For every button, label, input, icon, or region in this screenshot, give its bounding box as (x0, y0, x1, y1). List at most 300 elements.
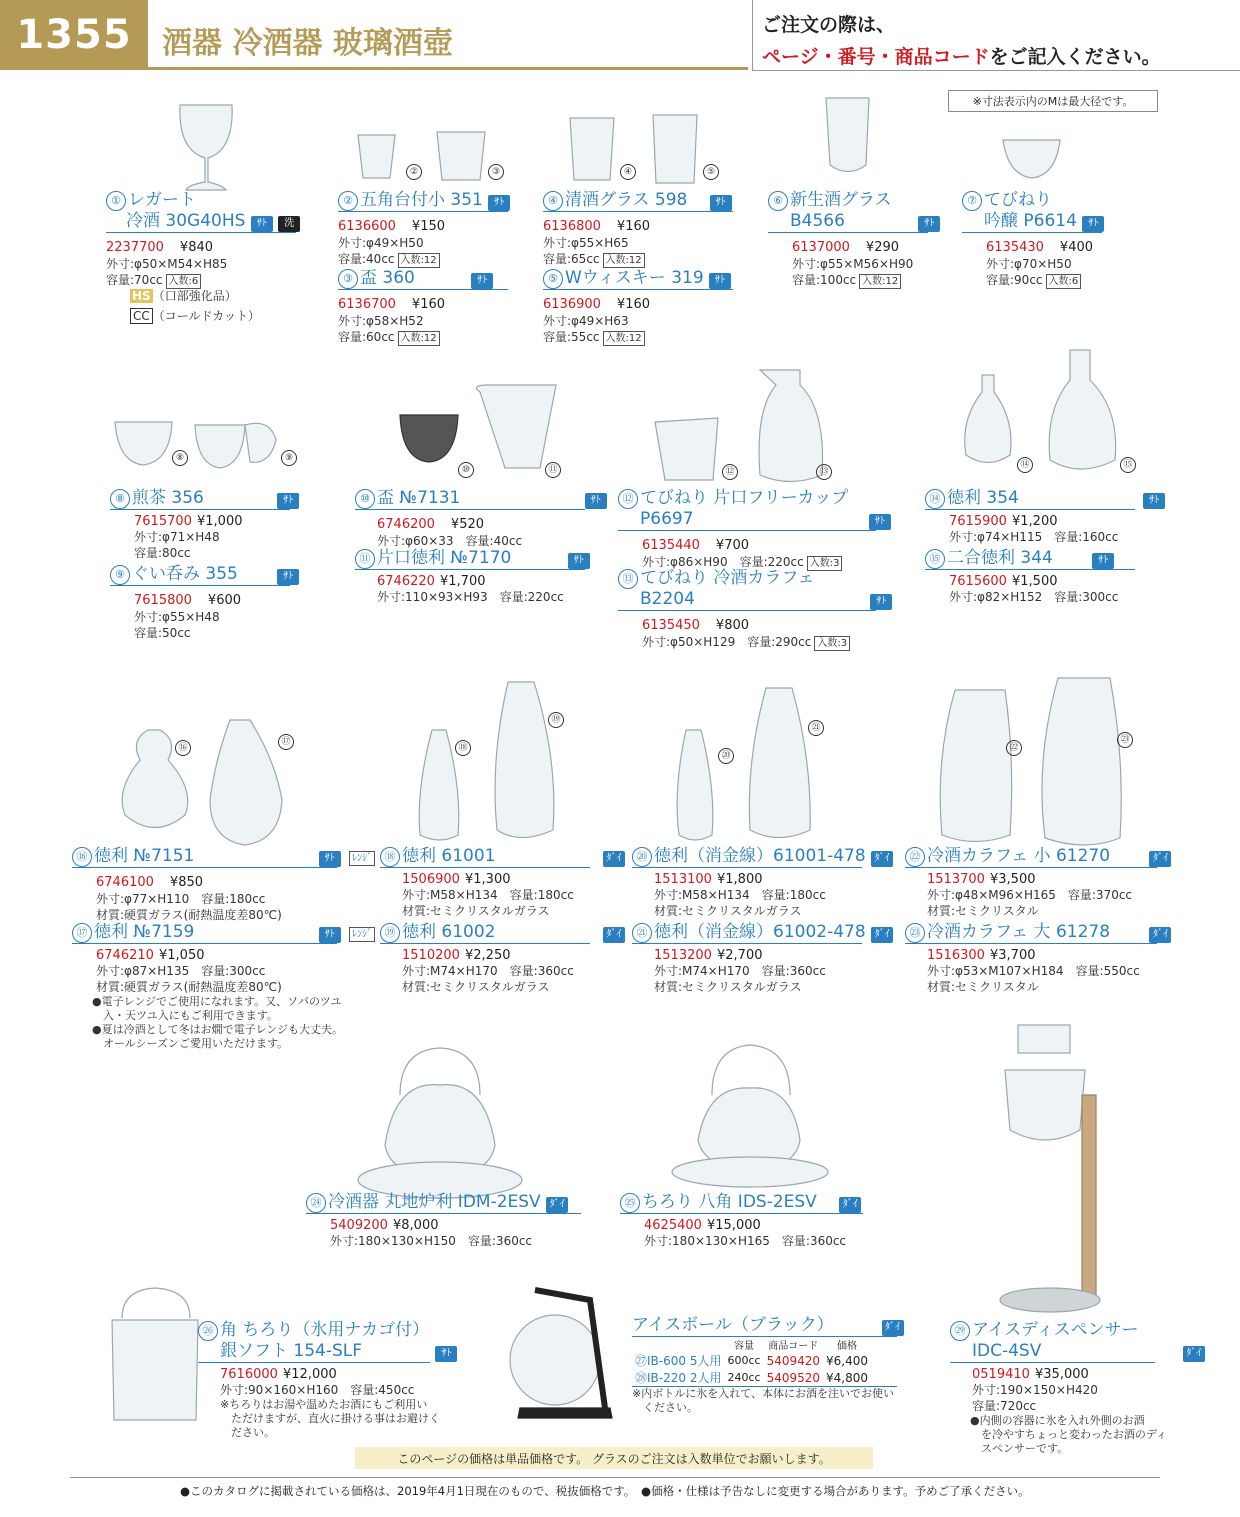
maker-tag: ﾀﾞｲ (1149, 927, 1171, 943)
product-23-size: 外寸:φ53×M107×H184 容量:550cc (927, 964, 1140, 978)
glass-1-image (180, 105, 232, 190)
product-14-number: ⑭ (925, 489, 945, 509)
product-6-price: ¥290 (865, 240, 900, 255)
iceball-title: アイスボール（ブラック） (632, 1315, 826, 1335)
product-19-price: ¥2,250 (465, 948, 511, 963)
product-10-name: 盃 №7131 (377, 488, 461, 508)
product-16-number: ⑯ (72, 847, 92, 867)
product-8-number: ⑧ (110, 489, 130, 509)
product-4-capacity: 容量:65cc (543, 252, 600, 266)
product-2-capacity: 容量:40cc (338, 252, 395, 266)
product-14 (925, 488, 1165, 545)
product-3-number: ③ (338, 269, 358, 289)
product-22-code: 1513700 (927, 872, 985, 887)
product-21 (632, 922, 893, 995)
product-16-size: 外寸:φ77×H110 容量:180cc (96, 892, 266, 906)
maker-tag: ﾀﾞｲ (839, 1197, 861, 1213)
footer-disclaimer: ●このカタログに掲載されている価格は、2019年4月1日現在のもので、税抜価格です。 ●価格・仕様は予告なしに変更する場合があります。予めご了承ください。 (180, 1484, 1030, 1498)
maker-tag: ﾀﾞｲ (1183, 1346, 1205, 1362)
iceball-header-price: 価格 (837, 1341, 858, 1352)
product-20 (632, 846, 893, 919)
iceball-block (632, 1315, 904, 1415)
product-23-code: 1516300 (927, 948, 985, 963)
product-26-note-1: ※ちろりはお湯や温めたお酒にもご利用い (220, 1398, 428, 1411)
product-23-name: 冷酒カラフェ 大 61278 (927, 922, 1111, 942)
product-5 (543, 268, 733, 346)
image-label-16: ⑯ (175, 740, 191, 756)
product-17-note-2: 入・天ツユ入にもご利用できます。 (92, 1009, 278, 1022)
product-9-capacity: 容量:50cc (134, 626, 191, 640)
maker-tag: ﾀﾞｲ (871, 851, 893, 867)
product-8-name: 煎茶 356 (132, 488, 204, 508)
tokkuri-19-image (495, 682, 554, 838)
product-26-name: 角 ちろり（氷用ナカゴ付） (220, 1320, 430, 1340)
cup-9-image (195, 425, 245, 468)
product-4-code: 6136800 (543, 219, 601, 234)
product-25-code: 4625400 (644, 1218, 702, 1233)
dispenser-base-image (1000, 1288, 1100, 1312)
microwave-tag: ﾚﾝｼﾞ (349, 851, 375, 866)
legend-hs (130, 288, 237, 304)
product-9-price: ¥600 (207, 593, 242, 608)
product-29-model: IDC-4SV (972, 1341, 1042, 1361)
product-21-price: ¥2,700 (717, 948, 763, 963)
cc-text: （コールドカット） (152, 309, 261, 323)
tokkuri-14-image (965, 375, 1011, 463)
product-13-code: 6135450 (642, 618, 700, 633)
glass-3-image (437, 132, 485, 180)
page-number: 1355 (0, 0, 148, 70)
product-29-size: 外寸:190×150×H420 (972, 1383, 1098, 1397)
maker-tag: ｻﾄ (277, 493, 299, 509)
tokkuri-15-image (1049, 350, 1116, 469)
maker-tag: ｻﾄ (568, 553, 590, 569)
product-22-number: ㉒ (905, 847, 925, 867)
product-6-model: B4566 (790, 211, 845, 231)
maker-tag: ｻﾄ (1082, 216, 1104, 232)
product-20-price: ¥1,800 (717, 872, 763, 887)
product-12-size: 外寸:φ86×H90 容量:220cc (642, 555, 804, 569)
product-6-number: ⑥ (768, 191, 788, 211)
product-11-code: 6746220 (377, 574, 435, 589)
product-12 (618, 488, 891, 571)
product-11-size: 外寸:110×93×H93 容量:220cc (377, 590, 564, 604)
product-19-material: 材質:セミクリスタルガラス (402, 980, 550, 994)
chirori-25-plate-image (672, 1157, 828, 1187)
maker-tag: ｻﾄ (585, 493, 607, 509)
image-label-15: ⑮ (1120, 457, 1136, 473)
product-19-number: ⑲ (380, 923, 400, 943)
glass-4-image (570, 118, 614, 180)
product-19-size: 外寸:M74×H170 容量:360cc (402, 964, 574, 978)
iceball-row-name: IB-220 2人用 (647, 1371, 722, 1385)
product-24-name: 冷酒器 丸地炉利 IDM-2ESV (328, 1192, 541, 1212)
product-26-model: 銀ソフト 154-SLF (220, 1341, 363, 1361)
product-9-number: ⑨ (110, 565, 130, 585)
iceball-header-capacity: 容量 (734, 1341, 755, 1352)
product-24-size: 外寸:180×130×H150 容量:360cc (330, 1234, 533, 1248)
maker-tag: ｻﾄ (319, 851, 341, 867)
iceball-row-capacity: 600cc (727, 1354, 761, 1367)
product-25-price: ¥15,000 (707, 1218, 761, 1233)
product-9 (110, 564, 299, 641)
product-2-code: 6136600 (338, 219, 396, 234)
glass-6-image (826, 98, 869, 172)
tokkuri-21-image (749, 688, 810, 838)
iceball-base-image (518, 1408, 612, 1418)
image-label-18: ⑱ (455, 740, 471, 756)
iceball-row-code: 5409520 (766, 1370, 821, 1385)
maker-tag: ｻﾄ (251, 216, 273, 232)
iceball-header-code: 商品コード (768, 1341, 819, 1352)
product-2-price: ¥150 (411, 219, 446, 234)
product-29-name: アイスディスペンサー (972, 1320, 1139, 1340)
glass-5-image (653, 115, 697, 183)
product-13-name: てびねり 冷酒カラフェ (640, 568, 815, 588)
carafe-13-image (759, 370, 822, 482)
product-16-code: 6746100 (96, 875, 154, 890)
product-16-material: 材質:硬質ガラス(耐熱温度差80℃) (96, 908, 282, 922)
product-18-name: 徳利 61001 (402, 846, 496, 866)
product-2-number: ② (338, 191, 358, 211)
image-label-9: ⑨ (281, 450, 297, 466)
product-15-code: 7615600 (949, 574, 1007, 589)
product-20-code: 1513100 (654, 872, 712, 887)
product-22-material: 材質:セミクリスタル (927, 904, 1039, 918)
product-5-name: Wウィスキー 319 (565, 268, 704, 288)
product-7-name: てびねり (984, 190, 1052, 210)
product-20-number: ⑳ (632, 847, 652, 867)
tokkuri-17-image (210, 720, 282, 845)
image-label-8: ⑧ (172, 450, 188, 466)
product-25-name: ちろり 八角 IDS-2ESV (642, 1192, 817, 1212)
product-4-number: ④ (543, 191, 563, 211)
cup-9-lid-image (245, 423, 276, 462)
product-22-price: ¥3,500 (990, 872, 1036, 887)
product-17-material: 材質:硬質ガラス(耐熱温度差80℃) (96, 980, 282, 994)
dishwasher-tag: 洗 (278, 216, 300, 232)
product-26 (198, 1320, 457, 1440)
maker-tag: ｻﾄ (709, 273, 731, 289)
product-21-name: 徳利（消金線）61002-478 (654, 922, 866, 942)
cc-badge: CC (130, 308, 153, 324)
maker-tag: ｻﾄ (435, 1346, 457, 1362)
dispenser-pole-image (1082, 1095, 1096, 1295)
image-label-3: ③ (488, 164, 504, 180)
product-3-code: 6136700 (338, 297, 396, 312)
dispenser-body-image (1005, 1070, 1085, 1140)
dispenser-top-image (1018, 1025, 1070, 1053)
product-7-size: 外寸:φ70×H50 (986, 257, 1072, 271)
product-26-note-3: ださい。 (220, 1426, 275, 1439)
maker-tag: ﾀﾞｲ (1149, 851, 1171, 867)
iceball-row-name: IB-600 5人用 (647, 1354, 722, 1368)
product-5-code: 6136900 (543, 297, 601, 312)
iceball-row-price: ¥4,800 (826, 1370, 869, 1385)
product-24-number: ㉔ (306, 1193, 326, 1213)
product-22-name: 冷酒カラフェ 小 61270 (927, 846, 1111, 866)
iceball-row-code: 5409420 (766, 1353, 821, 1368)
product-29-code: 0519410 (972, 1367, 1030, 1382)
product-17-note-3: ●夏は冷酒として冬はお燗で電子レンジも大丈夫。 (92, 1023, 344, 1036)
product-11-number: ⑪ (355, 549, 375, 569)
product-10-price: ¥520 (450, 517, 485, 532)
product-7-code: 6135430 (986, 240, 1044, 255)
product-14-price: ¥1,200 (1012, 514, 1058, 529)
product-7-capacity: 容量:90cc (986, 273, 1043, 287)
carafe-22-image (940, 690, 1011, 842)
product-22-size: 外寸:φ48×M96×H165 容量:370cc (927, 888, 1133, 902)
product-29 (950, 1320, 1205, 1456)
product-10-size: 外寸:φ60×33 容量:40cc (377, 534, 523, 548)
product-8-code: 7615700 (134, 514, 192, 529)
iceball-row-number: ㉗ (635, 1354, 648, 1368)
microwave-tag: ﾚﾝｼﾞ (349, 927, 375, 942)
table-row (632, 1352, 871, 1369)
maker-tag: ｻﾄ (710, 195, 732, 211)
product-7-model: 吟醸 P6614 (984, 211, 1077, 231)
product-12-number: ⑫ (618, 489, 638, 509)
product-11-name: 片口徳利 №7170 (377, 548, 512, 568)
price-note-banner: このページの価格は単品価格です。 グラスのご注文は入数単位でお願いします。 (355, 1447, 873, 1469)
product-22 (905, 846, 1171, 919)
cup-10-image (400, 415, 458, 462)
maker-tag: ｻﾄ (277, 569, 299, 585)
product-18-price: ¥1,300 (465, 872, 511, 887)
product-7-price: ¥400 (1059, 240, 1094, 255)
product-5-price: ¥160 (616, 297, 651, 312)
product-16-name: 徳利 №7151 (94, 846, 195, 866)
product-20-size: 外寸:M58×H134 容量:180cc (654, 888, 826, 902)
maker-tag: ｻﾄ (918, 216, 940, 232)
product-13 (618, 568, 892, 651)
cup-12-image (655, 418, 718, 480)
product-7 (962, 190, 1104, 289)
product-3-price: ¥160 (411, 297, 446, 312)
hs-text: （口部強化品） (152, 289, 237, 303)
product-25-size: 外寸:180×130×H165 容量:360cc (644, 1234, 847, 1248)
product-1-price: ¥840 (179, 240, 214, 255)
legend-cc (130, 308, 260, 324)
product-25-number: ㉕ (620, 1193, 640, 1213)
product-19 (380, 922, 625, 995)
maker-tag: ﾀﾞｲ (871, 927, 893, 943)
maker-tag: ｻﾄ (869, 514, 891, 530)
product-18-size: 外寸:M58×H134 容量:180cc (402, 888, 574, 902)
product-4-price: ¥160 (616, 219, 651, 234)
image-label-5: ⑤ (703, 164, 719, 180)
product-2-qty: 入数:12 (398, 253, 440, 268)
iceball-image (510, 1315, 600, 1405)
product-17-note-1: ●電子レンジでご使用になれます。又、ソバのツユ (92, 995, 342, 1008)
product-14-name: 徳利 354 (947, 488, 1019, 508)
product-23 (905, 922, 1171, 995)
glass-7-image (1003, 140, 1060, 178)
product-13-price: ¥800 (715, 618, 750, 633)
product-9-size: 外寸:φ55×H48 (134, 610, 220, 624)
product-17-number: ⑰ (72, 923, 92, 943)
product-15-price: ¥1,500 (1012, 574, 1058, 589)
product-5-number: ⑤ (543, 269, 563, 289)
product-23-material: 材質:セミクリスタル (927, 980, 1039, 994)
iceball-row-number: ㉘ (635, 1371, 648, 1385)
product-23-number: ㉓ (905, 923, 925, 943)
product-26-code: 7616000 (220, 1367, 278, 1382)
product-1-number: ① (106, 191, 126, 211)
product-29-note-3: スペンサーです。 (970, 1442, 1069, 1455)
order-notice-highlight: ページ・番号・商品コード (762, 46, 990, 68)
product-17 (72, 922, 375, 1051)
tokkuri-20-image (677, 730, 713, 840)
product-3-qty: 入数:12 (398, 331, 440, 346)
product-24-code: 5409200 (330, 1218, 388, 1233)
iceball-row-price: ¥6,400 (826, 1353, 869, 1368)
iceball-note-1: ※内ボトルに氷を入れて、本体にお酒を注いでお使い (632, 1387, 894, 1400)
product-1-name: レガート (128, 190, 196, 210)
product-1-size: 外寸:φ50×M54×H85 (106, 257, 228, 271)
product-6 (768, 190, 940, 289)
product-12-model: P6697 (640, 509, 694, 529)
product-26-note-2: ただけますが、直火に掛ける事はお避けく (220, 1412, 440, 1425)
product-20-material: 材質:セミクリスタルガラス (654, 904, 802, 918)
product-8-price: ¥1,000 (197, 514, 243, 529)
product-18-number: ⑱ (380, 847, 400, 867)
product-15-number: ⑮ (925, 549, 945, 569)
image-label-2: ② (406, 164, 422, 180)
image-label-20: ⑳ (718, 748, 734, 764)
maker-tag: ﾀﾞｲ (603, 851, 625, 867)
product-21-number: ㉑ (632, 923, 652, 943)
product-17-price: ¥1,050 (159, 948, 205, 963)
product-7-qty: 入数:6 (1046, 274, 1082, 289)
product-6-code: 6137000 (792, 240, 850, 255)
product-13-number: ⑬ (618, 569, 638, 589)
product-1-model: 冷酒 30G40HS (126, 211, 246, 231)
product-10-code: 6746200 (377, 517, 435, 532)
image-label-21: ㉑ (808, 720, 824, 736)
product-24-price: ¥8,000 (393, 1218, 439, 1233)
product-13-qty: 入数:3 (814, 636, 850, 651)
order-notice-tail: をご記入ください。 (989, 46, 1161, 68)
product-12-price: ¥700 (715, 538, 750, 553)
product-7-number: ⑦ (962, 191, 982, 211)
product-15-name: 二合徳利 344 (947, 548, 1053, 568)
product-8-size: 外寸:φ71×H48 (134, 530, 220, 544)
product-1-qty: 入数:6 (166, 274, 202, 289)
product-19-name: 徳利 61002 (402, 922, 496, 942)
product-15 (925, 548, 1135, 605)
product-13-model: B2204 (640, 589, 695, 609)
image-label-4: ④ (620, 164, 636, 180)
product-12-qty: 入数:3 (807, 556, 843, 571)
product-10-number: ⑩ (355, 489, 375, 509)
carafe-23-image (1042, 678, 1121, 845)
product-19-code: 1510200 (402, 948, 460, 963)
product-12-code: 6135440 (642, 538, 700, 553)
product-10 (355, 488, 607, 549)
product-12-name: てびねり 片口フリーカップ (640, 488, 849, 508)
page-title: 酒器 冷酒器 玻璃酒壺 (162, 26, 453, 61)
product-29-note-2: を冷やすちょっと変わったお酒のディ (970, 1428, 1168, 1441)
product-17-size: 外寸:φ87×H135 容量:300cc (96, 964, 266, 978)
iceball-note-2: ください。 (632, 1401, 698, 1414)
image-label-11: ⑪ (545, 462, 561, 478)
maker-tag: ｻﾄ (870, 594, 892, 610)
maker-tag: ｻﾄ (1143, 493, 1165, 509)
product-8-capacity: 容量:80cc (134, 546, 191, 560)
product-4-name: 清酒グラス 598 (565, 190, 688, 210)
product-18-material: 材質:セミクリスタルガラス (402, 904, 550, 918)
order-notice-line1: ご注文の際は、 (762, 14, 896, 36)
image-label-13: ⑬ (816, 464, 832, 480)
product-3-size: 外寸:φ58×H52 (338, 314, 424, 328)
product-29-number: ㉙ (950, 1321, 970, 1341)
product-5-qty: 入数:12 (603, 331, 645, 346)
product-2-name: 五角台付小 351 (360, 190, 483, 210)
maker-tag: ｻﾄ (1092, 553, 1114, 569)
image-label-22: ㉒ (1006, 740, 1022, 756)
size-note: ※寸法表示内のMは最大径です。 (948, 90, 1158, 112)
product-26-number: ㉖ (198, 1321, 218, 1341)
product-9-code: 7615800 (134, 593, 192, 608)
product-2 (338, 190, 510, 268)
product-4 (543, 190, 733, 268)
product-11 (355, 548, 590, 605)
product-6-size: 外寸:φ55×M56×H90 (792, 257, 914, 271)
product-5-capacity: 容量:55cc (543, 330, 600, 344)
product-16 (72, 846, 375, 923)
product-1 (106, 190, 300, 289)
product-14-code: 7615900 (949, 514, 1007, 529)
image-label-14: ⑭ (1017, 457, 1033, 473)
product-14-size: 外寸:φ74×H115 容量:160cc (949, 530, 1119, 544)
iceball-row-capacity: 240cc (727, 1371, 761, 1384)
product-8 (110, 488, 299, 561)
product-29-note-1: ●内側の容器に氷を入れ外側のお酒 (970, 1414, 1145, 1427)
product-29-capacity: 容量:720cc (972, 1399, 1037, 1413)
product-26-size: 外寸:90×160×H160 容量:450cc (220, 1383, 415, 1397)
maker-tag: ｻﾄ (488, 195, 510, 211)
product-20-name: 徳利（消金線）61001-478 (654, 846, 866, 866)
hs-badge: HS (132, 289, 151, 303)
product-18 (380, 846, 625, 919)
katakuchi-11-image (476, 385, 556, 468)
product-6-capacity: 容量:100cc (792, 273, 857, 287)
product-4-qty: 入数:12 (603, 253, 645, 268)
product-3-capacity: 容量:60cc (338, 330, 395, 344)
product-21-size: 外寸:M74×H170 容量:360cc (654, 964, 826, 978)
product-3-name: 盃 360 (360, 268, 415, 288)
maker-tag: ﾀﾞｲ (546, 1197, 568, 1213)
product-13-size: 外寸:φ50×H129 容量:290cc (642, 635, 812, 649)
iceball-table (632, 1337, 871, 1386)
product-17-name: 徳利 №7159 (94, 922, 195, 942)
chirori-26-handle-image (122, 1288, 190, 1318)
product-26-price: ¥12,000 (283, 1367, 337, 1382)
footer-divider (70, 1477, 1160, 1478)
product-21-code: 1513200 (654, 948, 712, 963)
product-5-size: 外寸:φ49×H63 (543, 314, 629, 328)
maker-tag: ﾀﾞｲ (603, 927, 625, 943)
maker-tag: ｻﾄ (471, 273, 493, 289)
image-label-19: ⑲ (548, 712, 564, 728)
product-29-price: ¥35,000 (1035, 1367, 1089, 1382)
tokkuri-18-image (419, 730, 459, 840)
product-9-name: ぐい呑み 355 (132, 564, 238, 584)
product-25 (620, 1192, 863, 1249)
product-16-price: ¥850 (169, 875, 204, 890)
product-2-size: 外寸:φ49×H50 (338, 236, 424, 250)
